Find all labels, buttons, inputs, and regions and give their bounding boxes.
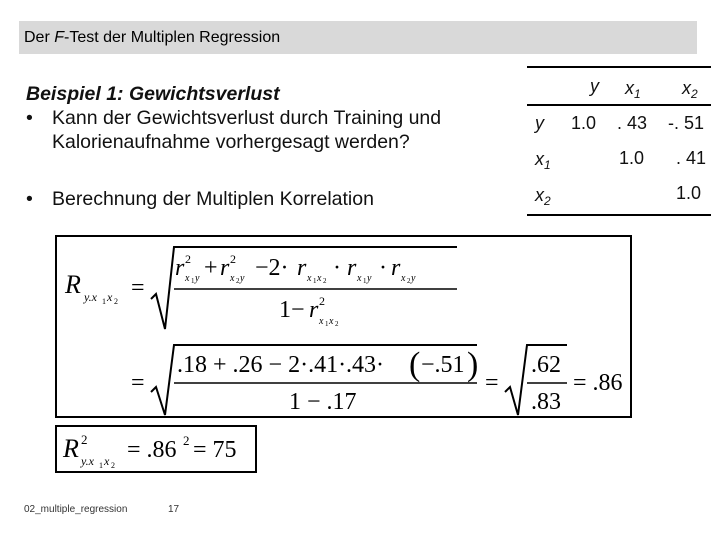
table-cell: 1.0 xyxy=(619,148,645,168)
r-squared-formula xyxy=(55,425,257,473)
svg-text:R: R xyxy=(65,270,81,299)
svg-text:y: y xyxy=(240,273,245,284)
svg-text:x: x xyxy=(317,273,322,284)
svg-text:1: 1 xyxy=(363,277,367,285)
svg-text:x: x xyxy=(401,273,406,284)
svg-text:r: r xyxy=(347,255,357,281)
svg-text:.62: .62 xyxy=(531,352,561,378)
svg-text:x: x xyxy=(104,454,110,468)
svg-text:R: R xyxy=(63,434,79,463)
svg-text:2: 2 xyxy=(183,433,190,448)
slide-body xyxy=(26,82,512,154)
slide-title-bar xyxy=(19,21,697,54)
svg-text:2: 2 xyxy=(407,277,411,285)
svg-text:·: · xyxy=(379,255,387,281)
table-cell: . 43 xyxy=(617,113,648,133)
svg-text:r: r xyxy=(391,255,401,281)
svg-text:2: 2 xyxy=(111,461,115,470)
slide-title-prefix: Der xyxy=(24,29,55,46)
svg-text:1: 1 xyxy=(99,461,103,470)
svg-text:r: r xyxy=(297,255,307,281)
bullet-text-2: Berechnung der Multiplen Korrelation xyxy=(52,188,374,210)
svg-text:y: y xyxy=(411,273,416,284)
svg-text:= .86: = .86 xyxy=(573,370,623,396)
svg-text:=: = xyxy=(131,370,145,396)
svg-text:= 75: = 75 xyxy=(193,437,237,463)
multiple-correlation-formula xyxy=(55,235,632,418)
bullet-item-2 xyxy=(26,188,374,211)
correlation-table xyxy=(527,66,711,216)
svg-text:r: r xyxy=(175,255,185,281)
svg-text:2: 2 xyxy=(236,277,240,285)
svg-text:2: 2 xyxy=(335,320,339,328)
formula-graphic xyxy=(57,237,632,418)
bullet-item-1 xyxy=(26,106,512,154)
svg-text:x: x xyxy=(357,273,362,284)
bullet-text-1: Kann der Gewichtsverlust durch Training und Kalorienaufnahme vorhergesagt werden? xyxy=(52,107,442,153)
svg-text:y.x: y.x xyxy=(81,454,94,468)
col-header-x1: $x_1$ xyxy=(625,78,641,101)
svg-text:1: 1 xyxy=(102,297,106,306)
slide-title-rest: -Test der Multiplen Regression xyxy=(64,29,281,46)
table-cell: -. 51 xyxy=(668,113,705,133)
table-top-rule xyxy=(527,66,711,68)
svg-text:−.51: −.51 xyxy=(421,352,465,378)
r-squared-graphic xyxy=(57,427,257,473)
svg-text:(: ( xyxy=(409,346,421,383)
col-header-x2: $x_2$ xyxy=(682,78,698,101)
svg-text:r: r xyxy=(309,297,319,323)
svg-text:2: 2 xyxy=(185,252,191,266)
svg-text:x: x xyxy=(319,316,324,327)
svg-text:−2·: −2· xyxy=(255,255,289,281)
bullet-icon: • xyxy=(26,107,33,129)
svg-text:r: r xyxy=(220,255,230,281)
svg-text:.18 + .26 − 2·.41·.43·: .18 + .26 − 2·.41·.43· xyxy=(177,352,385,378)
svg-text:.83: .83 xyxy=(531,389,561,415)
svg-text:=: = xyxy=(131,275,145,301)
svg-text:1 − .17: 1 − .17 xyxy=(289,389,357,415)
svg-text:1−: 1− xyxy=(279,297,305,323)
svg-text:+: + xyxy=(204,255,218,281)
svg-text:x: x xyxy=(230,273,235,284)
svg-text:2: 2 xyxy=(81,432,88,447)
svg-text:y: y xyxy=(195,273,200,284)
svg-text:2: 2 xyxy=(323,277,327,285)
svg-text:1: 1 xyxy=(191,277,195,285)
svg-text:2: 2 xyxy=(114,297,118,306)
slide-title-f: F xyxy=(54,29,65,46)
svg-text:2: 2 xyxy=(230,252,236,266)
svg-text:·: · xyxy=(333,255,341,281)
svg-text:1: 1 xyxy=(325,320,329,328)
svg-text:x: x xyxy=(307,273,312,284)
footer-page-number: 17 xyxy=(168,504,180,515)
svg-text:x: x xyxy=(107,290,113,304)
svg-text:): ) xyxy=(467,346,479,383)
col-header-y: y xyxy=(590,76,599,96)
table-bottom-rule xyxy=(527,214,711,216)
svg-text:=: = xyxy=(485,370,499,396)
footer-filename: 02_multiple_regression xyxy=(24,504,128,515)
table-cell: 1.0 xyxy=(571,113,597,133)
svg-text:x: x xyxy=(185,273,190,284)
svg-text:x: x xyxy=(329,316,334,327)
row-label-x1: $x_1$ xyxy=(535,149,551,172)
table-header-rule xyxy=(527,104,711,106)
svg-text:y.x: y.x xyxy=(84,290,97,304)
svg-text:y: y xyxy=(367,273,372,284)
row-label-x2: $x_2$ xyxy=(535,185,551,208)
table-cell: 1.0 xyxy=(676,183,702,203)
example-title: Beispiel 1: Gewichtsverlust xyxy=(26,83,280,105)
svg-text:1: 1 xyxy=(313,277,317,285)
row-label-y: y xyxy=(535,113,544,133)
svg-text:2: 2 xyxy=(319,294,325,308)
svg-text:= .86: = .86 xyxy=(127,437,177,463)
bullet-icon: • xyxy=(26,188,33,210)
table-cell: . 41 xyxy=(676,148,707,168)
